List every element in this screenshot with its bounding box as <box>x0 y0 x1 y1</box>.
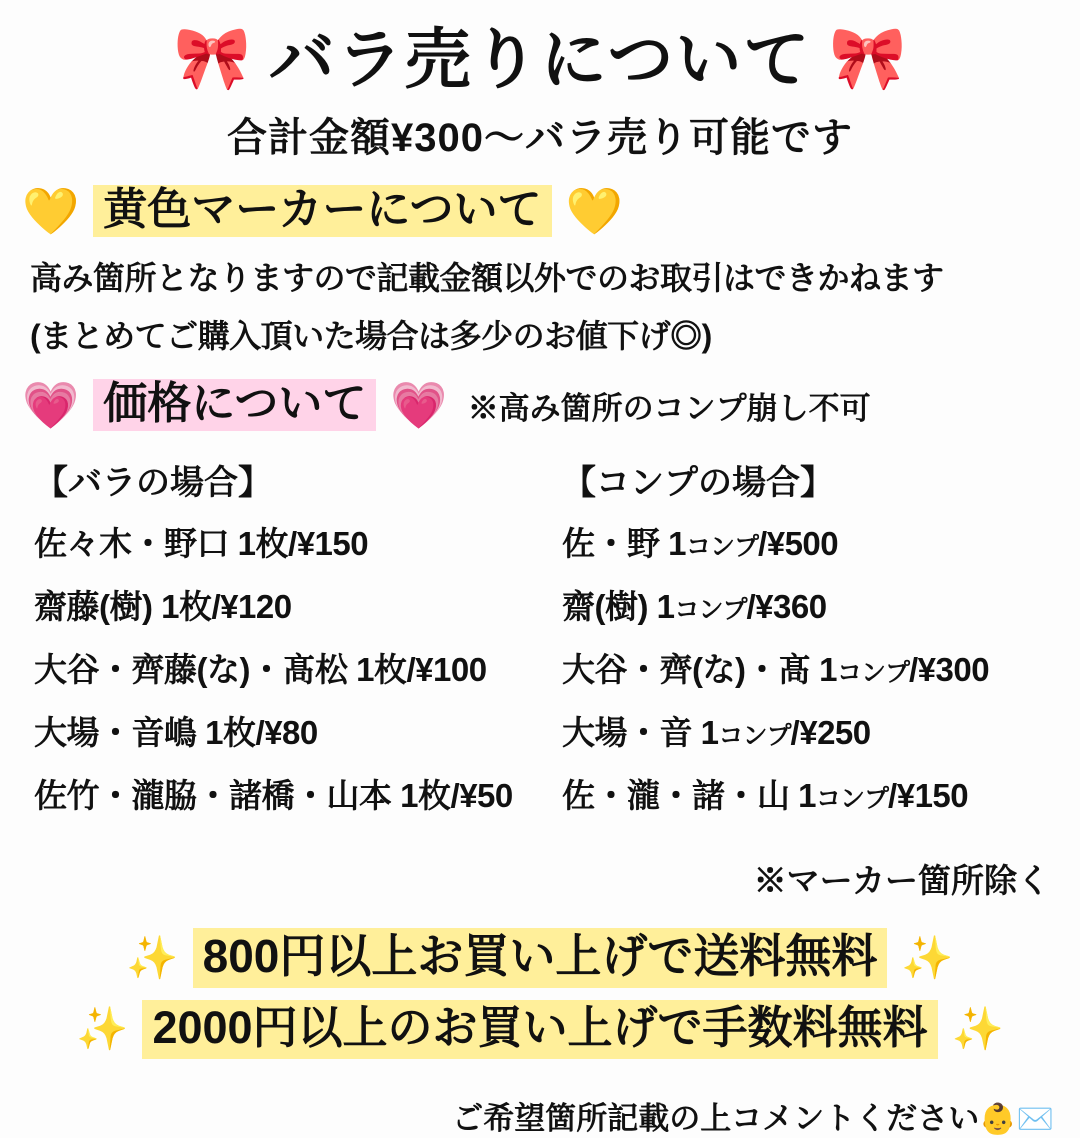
footer-note <box>0 1093 1080 1138</box>
sparkles-icon-left-2: ✨ <box>76 1005 129 1053</box>
price-table <box>0 455 1080 833</box>
price-row-comp-4-price: /¥250 <box>790 714 871 752</box>
price-row-single-4: 大場・音嶋 1枚/¥80 <box>34 714 318 752</box>
ribbon-bow-icon-right: 🎀 <box>829 24 907 93</box>
fee-free-banner-text: 2000円以上のお買い上げで手数料無料 <box>142 1000 937 1059</box>
price-row-comp-2-price: /¥360 <box>746 588 827 626</box>
price-row-comp-2-names: 齋(樹) 1 <box>562 588 675 626</box>
price-row-comp-3-price: /¥300 <box>909 651 990 689</box>
price-row-comp-4-names: 大場・音 1 <box>562 714 719 752</box>
yellow-heart-icon-left: 💛 <box>22 185 80 238</box>
price-section-note: ※高み箇所のコンプ崩し不可 <box>467 390 871 426</box>
price-row-comp-1 <box>562 518 1054 565</box>
footer-note-text: ご希望箇所記載の上コメントください <box>452 1100 980 1136</box>
price-row-single-5: 佐竹・瀧脇・諸橋・山本 1枚/¥50 <box>34 777 513 815</box>
section-heading-price <box>0 379 1080 431</box>
shipping-free-banner-text: 800円以上お買い上げで送料無料 <box>193 928 888 988</box>
price-column-complete-header: 【コンプの場合】 <box>562 464 834 503</box>
price-row-single-3: 大谷・齊藤(な)・髙松 1枚/¥100 <box>34 651 487 689</box>
section-heading-yellow-marker <box>0 185 1080 237</box>
price-row-comp-1-price: /¥500 <box>758 525 839 563</box>
yellow-marker-note-line-2: (まとめてご購入頂いた場合は多少のお値下げ◎) <box>30 318 712 355</box>
price-row-comp-2-unit: コンプ <box>674 596 747 625</box>
price-row-single-1: 佐々木・野口 1枚/¥150 <box>34 525 369 563</box>
baby-mail-emoji-icon: 👶✉️ <box>979 1102 1054 1136</box>
shipping-free-banner <box>0 928 1080 988</box>
price-row-comp-4-unit: コンプ <box>718 722 791 751</box>
yellow-heart-icon-right: 💛 <box>565 185 623 238</box>
price-column-singles-header: 【バラの場合】 <box>34 464 272 503</box>
section-title-yellow-marker: 黄色マーカーについて <box>93 185 551 237</box>
price-column-complete <box>562 455 1054 833</box>
sparkles-icon-right-2: ✨ <box>951 1005 1004 1053</box>
sparkles-icon-right-1: ✨ <box>901 934 954 982</box>
pink-heart-icon-left: 💗 <box>22 379 80 432</box>
fee-free-banner <box>0 1000 1080 1059</box>
price-row-comp-4 <box>562 707 1054 754</box>
price-row-comp-3-unit: コンプ <box>837 659 910 688</box>
price-row-comp-3 <box>562 644 1054 691</box>
page-title-row <box>0 0 1080 96</box>
price-row-comp-5 <box>562 770 1054 817</box>
price-row-comp-3-names: 大谷・齊(な)・髙 1 <box>562 651 837 689</box>
price-row-comp-5-names: 佐・瀧・諸・山 1 <box>562 777 817 815</box>
price-row-comp-2 <box>562 581 1054 628</box>
ribbon-bow-icon-left: 🎀 <box>173 24 251 93</box>
section-title-price: 価格について <box>93 379 376 431</box>
price-column-singles <box>34 455 562 833</box>
price-row-comp-1-unit: コンプ <box>686 533 759 562</box>
sparkles-icon-left-1: ✨ <box>126 934 179 982</box>
price-row-comp-1-names: 佐・野 1 <box>562 525 687 563</box>
price-row-comp-5-unit: コンプ <box>816 785 889 814</box>
pink-heart-icon-right: 💗 <box>390 379 448 432</box>
price-row-single-2: 齋藤(樹) 1枚/¥120 <box>34 588 292 626</box>
price-row-comp-5-price: /¥150 <box>888 777 969 815</box>
subtitle: 合計金額¥300〜バラ売り可能です <box>227 116 853 160</box>
yellow-marker-note-line-1: 高み箇所となりますので記載金額以外でのお取引はできかねます <box>30 260 944 297</box>
page-title: バラ売りについて <box>268 22 812 96</box>
marker-exclusion-note: ※マーカー箇所除く <box>753 862 1050 900</box>
